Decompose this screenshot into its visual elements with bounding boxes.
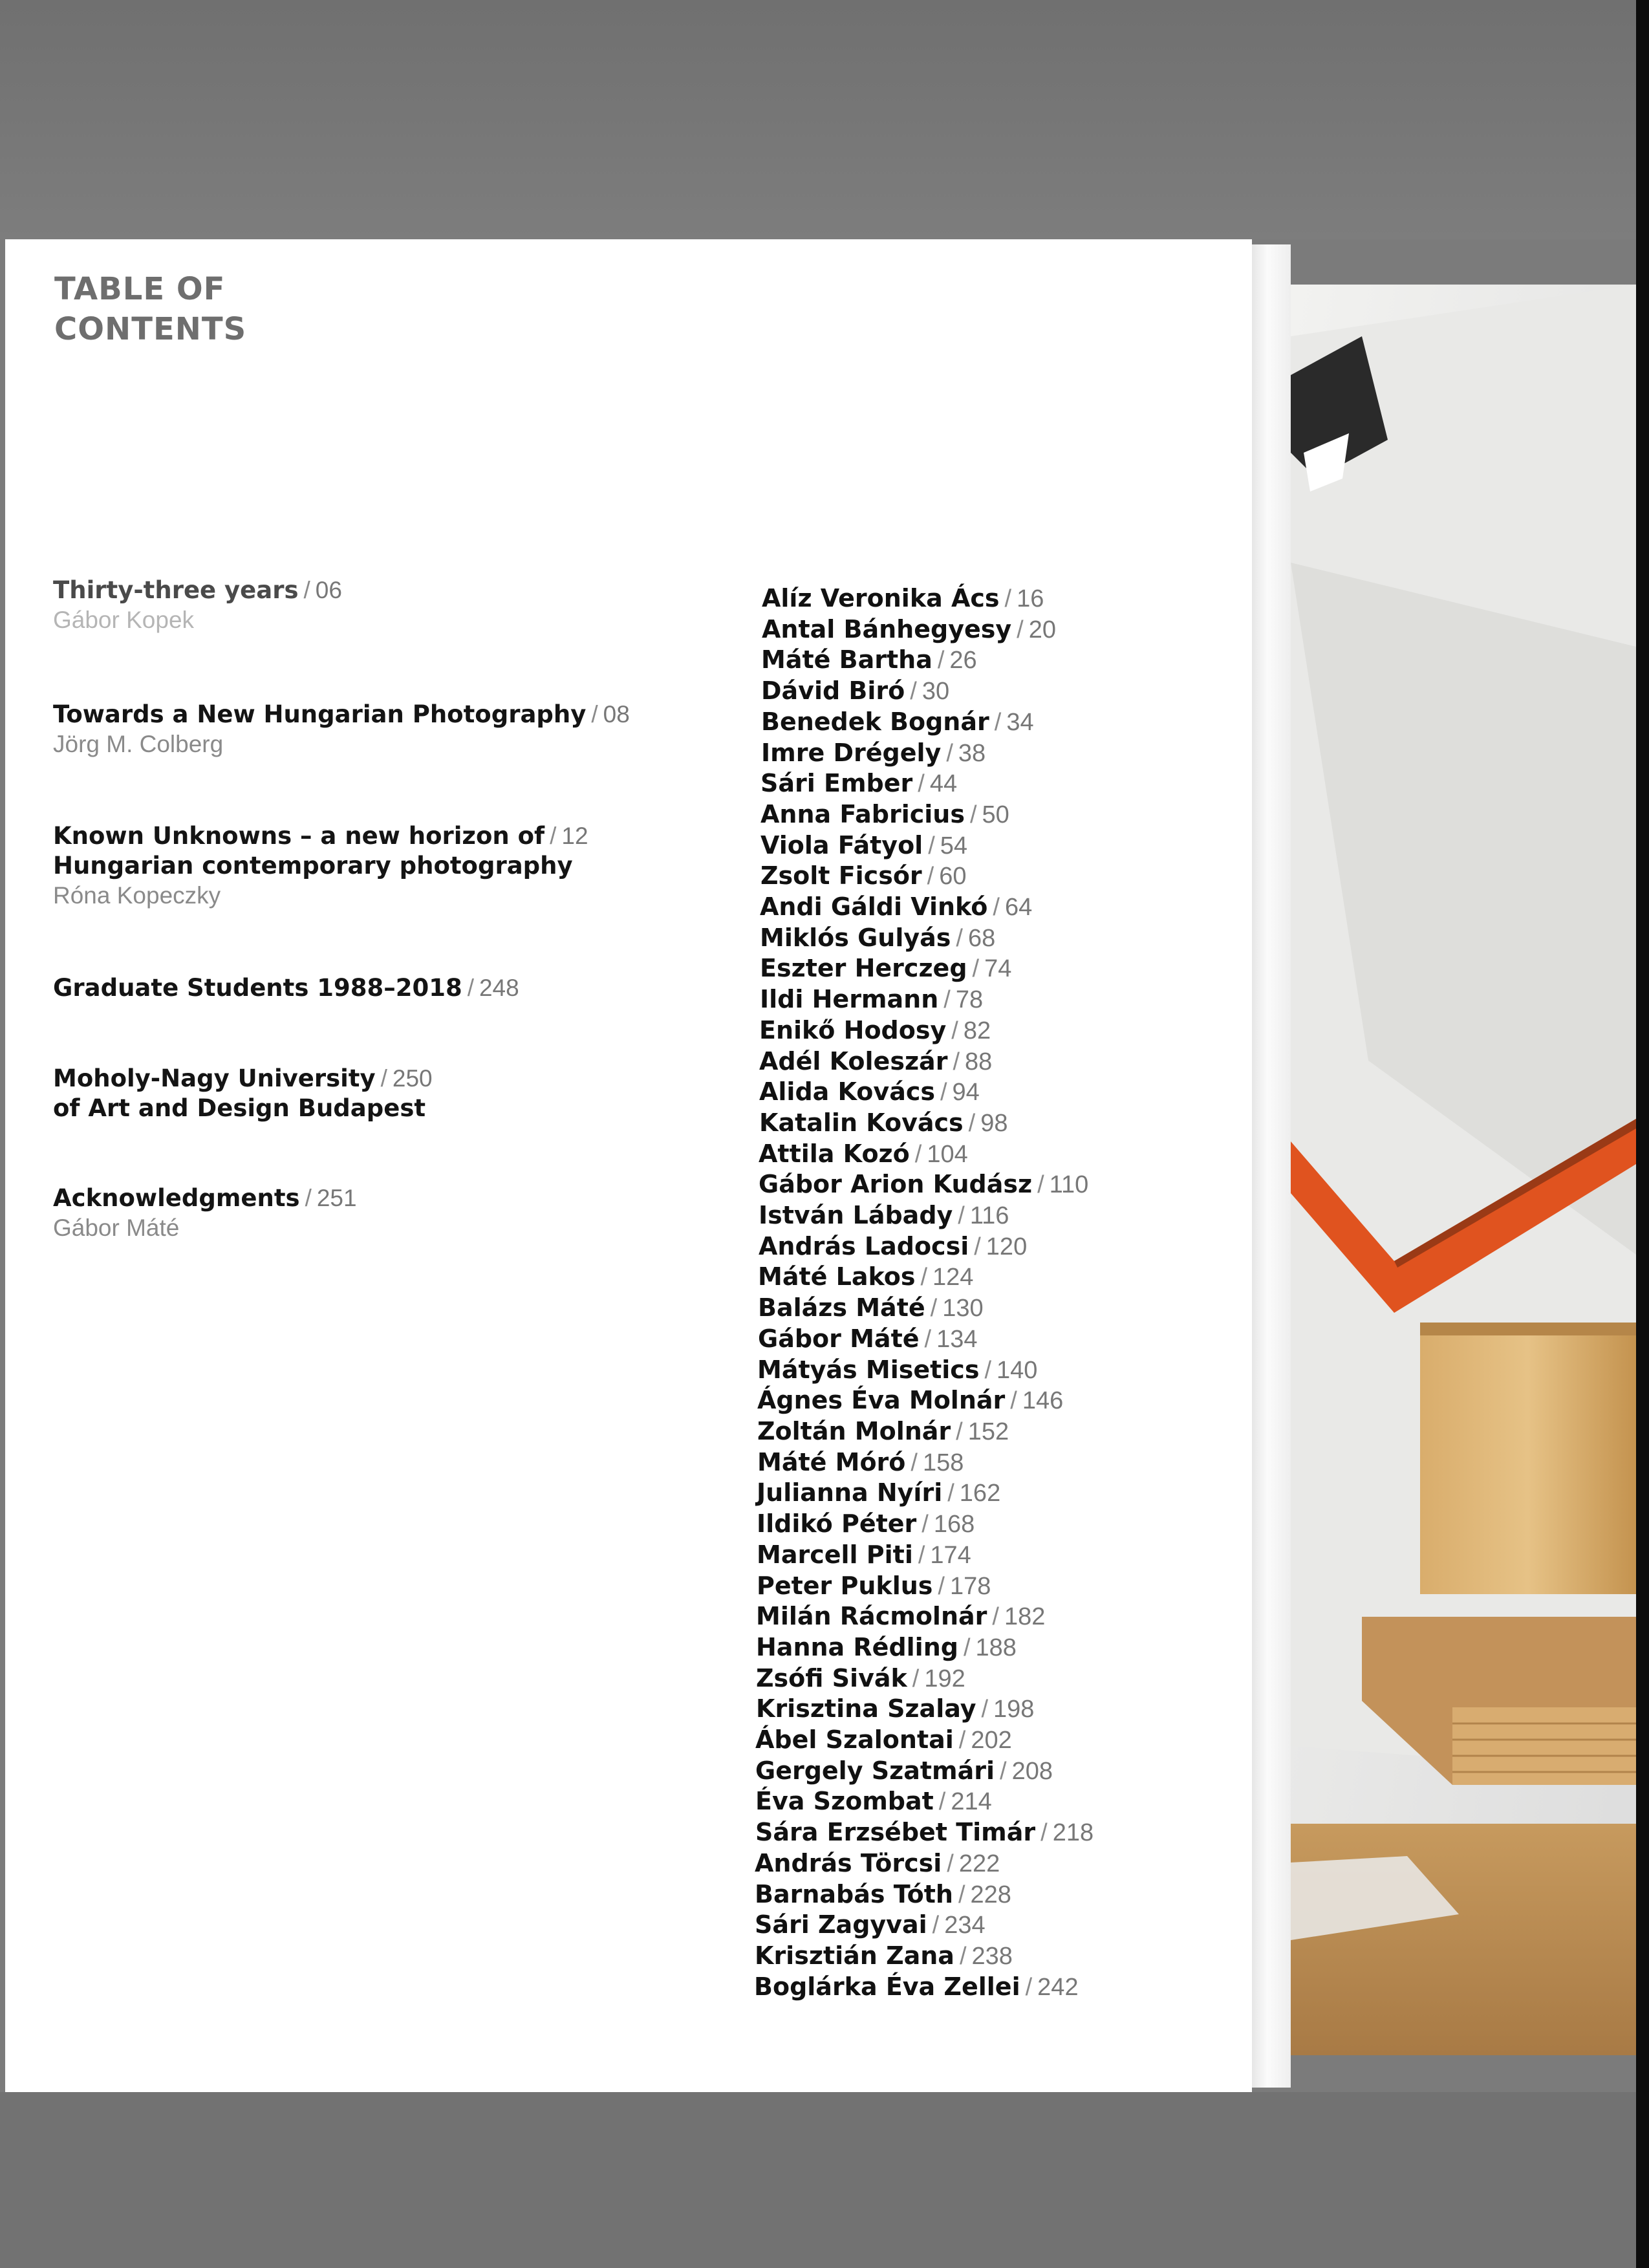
artist-entry (759, 1231, 1094, 1262)
artist-entry (762, 583, 1094, 614)
separator: / (953, 1048, 960, 1075)
artist-name: Peter Puklus (757, 1571, 933, 1600)
separator: / (928, 832, 935, 859)
scanner-background-bottom (0, 2092, 1649, 2268)
page-number: 202 (971, 1727, 1012, 1755)
artist-name: Alida Kovács (759, 1077, 935, 1107)
artist-name: Zoltán Molnár (757, 1416, 951, 1445)
essay-author: Róna Kopeczky (53, 882, 221, 909)
artist-entry (757, 1416, 1094, 1447)
separator: / (550, 823, 557, 849)
separator: / (951, 1017, 958, 1044)
artist-entry (755, 1848, 1094, 1879)
page-number: 12 (561, 823, 588, 849)
page-number: 168 (933, 1511, 975, 1539)
page-number: 54 (940, 832, 968, 859)
artist-entry (757, 1478, 1094, 1509)
separator: / (927, 863, 934, 891)
separator: / (380, 1065, 387, 1092)
essay-title-text: Acknowledgments (53, 1184, 300, 1212)
page-number: 08 (603, 701, 630, 728)
page-number: 174 (930, 1541, 971, 1569)
page-number: 228 (970, 1881, 1011, 1908)
page-number: 242 (1037, 1973, 1079, 2001)
separator: / (959, 1942, 967, 1970)
artist-name: Sára Erzsébet Timár (755, 1818, 1036, 1847)
artist-name: Máté Móró (757, 1447, 906, 1476)
artist-entry (758, 1293, 1094, 1324)
artist-entry (755, 1786, 1094, 1817)
separator: / (1025, 1973, 1033, 2001)
separator: / (969, 801, 977, 828)
separator: / (938, 1788, 946, 1816)
separator: / (918, 770, 925, 798)
separator: / (937, 647, 945, 675)
artist-entry (757, 1509, 1094, 1540)
artist-entry (758, 1262, 1094, 1293)
essay-title-text: Thirty-three years (53, 576, 299, 604)
artist-entry (759, 1108, 1094, 1139)
artist-name: Viola Fátyol (760, 830, 923, 859)
artist-entry (761, 738, 1094, 769)
artist-name: Antal Bánhegyesy (762, 614, 1012, 643)
page-number: 38 (958, 739, 986, 767)
page-number: 214 (951, 1788, 992, 1816)
essay-title (53, 700, 700, 729)
artist-name: Máté Bartha (761, 645, 932, 675)
artist-entry (755, 1756, 1094, 1787)
artist-name: Katalin Kovács (759, 1108, 964, 1137)
artist-name: Krisztián Zana (755, 1941, 954, 1970)
artist-entry (761, 707, 1094, 738)
separator: / (947, 1850, 954, 1877)
separator: / (956, 1418, 963, 1445)
page-number: 234 (944, 1912, 986, 1939)
separator: / (924, 1325, 932, 1353)
essay-entry (53, 1183, 700, 1243)
essay-entry (53, 576, 700, 635)
essay-title-text: Known Unknowns – a new horizon of (53, 822, 545, 850)
separator: / (943, 986, 951, 1014)
separator: / (920, 1264, 928, 1291)
artist-name: Ildi Hermann (760, 985, 939, 1014)
separator: / (1004, 585, 1012, 612)
separator: / (911, 1449, 918, 1476)
page-number: 218 (1052, 1819, 1094, 1847)
artist-name: Boglárka Éva Zellei (754, 1972, 1020, 2001)
page-number: 30 (921, 678, 950, 706)
artist-entry (759, 1015, 1094, 1046)
artist-name: Gábor Arion Kudász (759, 1170, 1033, 1199)
artist-entry (761, 645, 1094, 676)
artist-entry (760, 861, 1094, 892)
scanner-background-top (0, 0, 1649, 239)
artist-name: István Lábady (759, 1201, 953, 1230)
page-number: 60 (939, 863, 967, 891)
page-number: 16 (1017, 585, 1044, 612)
separator: / (467, 975, 474, 1001)
artist-entry (756, 1632, 1094, 1663)
page-number: 158 (922, 1449, 964, 1476)
artist-name: Sári Zagyvai (755, 1910, 927, 1939)
artist-entry (756, 1694, 1094, 1725)
page-number: 178 (949, 1572, 991, 1600)
artist-entry (757, 1571, 1094, 1602)
artist-entry (757, 1385, 1094, 1416)
artist-entry (754, 1972, 1094, 2003)
page-number: 64 (1004, 894, 1033, 922)
page-number: 146 (1022, 1387, 1064, 1415)
essay-title (53, 821, 700, 851)
artist-name: Gábor Máté (758, 1324, 920, 1353)
artist-name: Barnabás Tóth (755, 1879, 953, 1908)
artist-name: Benedek Bognár (761, 707, 989, 736)
page-number: 68 (967, 924, 996, 952)
facing-page-photograph (1291, 285, 1636, 2055)
essay-entry (53, 821, 700, 911)
artist-name: Adél Koleszár (759, 1046, 948, 1075)
separator: / (921, 1511, 929, 1539)
essay-title (53, 973, 700, 1003)
essay-title-text: Towards a New Hungarian Photography (53, 700, 587, 728)
artist-entry (760, 923, 1094, 954)
essay-author: Gábor Kopek (53, 607, 195, 633)
page-number: 222 (958, 1850, 1000, 1877)
separator: / (1040, 1819, 1048, 1847)
separator: / (994, 708, 1002, 736)
artist-name: Ágnes Éva Molnár (757, 1386, 1006, 1415)
page-number: 140 (997, 1356, 1038, 1384)
page-number: 94 (952, 1079, 980, 1107)
separator: / (1000, 1757, 1007, 1785)
page-number: 104 (927, 1140, 968, 1168)
essay-title-text: Graduate Students 1988–2018 (53, 974, 462, 1002)
page-number: 110 (1049, 1171, 1089, 1199)
essay-title-text: Moholy-Nagy University (53, 1064, 376, 1092)
page-number: 198 (993, 1696, 1035, 1723)
separator: / (958, 1881, 965, 1908)
artist-entry (755, 1941, 1094, 1972)
toc-heading-line-2: CONTENTS (54, 311, 247, 347)
photo-still-life (1291, 285, 1636, 2055)
artist-name: Ábel Szalontai (755, 1725, 954, 1755)
artist-entry (762, 614, 1094, 645)
page-number: 20 (1028, 616, 1056, 643)
separator: / (968, 1109, 976, 1137)
artist-name: Alíz Veronika Ács (762, 584, 1000, 612)
page-number: 44 (929, 770, 958, 798)
page-number: 250 (392, 1065, 433, 1092)
separator: / (993, 894, 1000, 922)
separator: / (914, 1140, 922, 1168)
artist-entry (757, 1447, 1094, 1478)
essay-author: Jörg M. Colberg (53, 731, 224, 757)
page-number: 34 (1006, 708, 1034, 736)
page-number: 238 (971, 1942, 1013, 1970)
essay-title (53, 1183, 700, 1213)
artist-entry (755, 1817, 1094, 1848)
separator: / (305, 1185, 312, 1211)
page-number: 26 (949, 647, 977, 675)
artist-entry (761, 676, 1094, 707)
artist-name: Hanna Rédling (756, 1632, 958, 1661)
separator: / (958, 1202, 965, 1230)
artist-entry (759, 1200, 1094, 1231)
artist-entry (760, 953, 1094, 984)
artist-name: András Ladocsi (759, 1231, 969, 1260)
artist-entry (755, 1879, 1094, 1910)
artist-name: Ildikó Péter (757, 1509, 917, 1539)
artist-name: Mátyás Misetics (757, 1355, 980, 1384)
scanner-edge (1636, 0, 1649, 2268)
artist-name: Marcell Piti (757, 1540, 913, 1569)
artist-entry (760, 768, 1094, 799)
separator: / (958, 1727, 966, 1755)
artist-entry (759, 1046, 1094, 1077)
artist-name: Dávid Biró (761, 676, 905, 706)
artist-entry (760, 892, 1094, 923)
essay-title (53, 1064, 700, 1094)
separator: / (1037, 1171, 1044, 1199)
page-number: 192 (924, 1665, 965, 1692)
artist-entry (755, 1725, 1094, 1756)
page-number: 06 (315, 577, 342, 603)
artist-name: Balázs Máté (758, 1293, 925, 1323)
artist-name: Attila Kozó (759, 1139, 910, 1168)
artist-name: Éva Szombat (755, 1787, 934, 1816)
page-number: 124 (932, 1264, 974, 1291)
artist-name: Sári Ember (760, 769, 913, 798)
essay-entry (53, 1064, 700, 1123)
artist-entry (759, 1139, 1094, 1170)
separator: / (984, 1356, 992, 1384)
facing-page-edge (1252, 244, 1291, 2088)
essay-title-line-2: Hungarian contemporary photography (53, 852, 573, 880)
artist-name: Miklós Gulyás (760, 923, 951, 952)
separator: / (981, 1696, 989, 1723)
page-number: 116 (969, 1202, 1009, 1230)
separator: / (303, 577, 310, 603)
artist-name: Zsófi Sivák (756, 1663, 907, 1692)
artist-name: Julianna Nyíri (757, 1478, 943, 1507)
separator: / (912, 1665, 920, 1692)
separator: / (992, 1603, 999, 1631)
page-number: 182 (1004, 1603, 1046, 1631)
artist-entry (758, 1324, 1094, 1355)
page-number: 152 (967, 1418, 1009, 1445)
separator: / (1010, 1387, 1017, 1415)
toc-heading (54, 269, 246, 349)
essay-entry (53, 700, 700, 759)
artist-name: Enikő Hodosy (759, 1015, 947, 1044)
artist-entry (757, 1540, 1094, 1571)
separator: / (938, 1572, 945, 1600)
separator: / (947, 1480, 954, 1507)
separator: / (972, 955, 980, 983)
artist-name: Máté Lakos (758, 1262, 916, 1291)
artist-entry (760, 830, 1094, 861)
artist-entry (759, 1169, 1094, 1200)
artist-name: Anna Fabricius (760, 799, 965, 828)
essay-entry (53, 973, 700, 1003)
page-number: 50 (982, 801, 1009, 828)
page-number: 98 (980, 1109, 1008, 1137)
artist-entry (760, 984, 1094, 1015)
separator: / (930, 1295, 938, 1323)
artist-name: Milán Rácmolnár (756, 1602, 987, 1631)
page-number: 88 (965, 1048, 993, 1075)
separator: / (932, 1912, 940, 1939)
artist-name: Eszter Herczeg (760, 954, 967, 983)
separator: / (591, 701, 598, 728)
separator: / (940, 1079, 947, 1107)
separator: / (1017, 616, 1024, 643)
separator: / (956, 924, 963, 952)
page-number: 74 (984, 955, 1012, 983)
artist-name: Zsolt Ficsór (760, 861, 922, 891)
separator: / (963, 1634, 971, 1661)
page-number: 120 (986, 1233, 1028, 1260)
separator: / (918, 1541, 925, 1569)
page-number: 134 (936, 1325, 978, 1353)
page-number: 208 (1011, 1757, 1053, 1785)
page-number: 130 (942, 1295, 984, 1323)
page-number: 78 (955, 986, 984, 1014)
artist-entry (757, 1355, 1094, 1386)
artist-name: Andi Gáldi Vinkó (760, 892, 988, 922)
artist-name: Krisztina Szalay (756, 1694, 976, 1723)
page-number: 251 (316, 1185, 357, 1211)
artist-name: Imre Drégely (761, 738, 942, 767)
artist-name: András Törcsi (755, 1848, 942, 1877)
page-number: 248 (479, 975, 519, 1001)
separator: / (910, 678, 917, 706)
essay-author: Gábor Máté (53, 1215, 180, 1241)
separator: / (974, 1233, 981, 1260)
page-number: 188 (975, 1634, 1017, 1661)
artist-list (754, 583, 1094, 2002)
artist-entry (755, 1910, 1094, 1941)
essay-title (53, 576, 700, 605)
artist-entry (759, 1077, 1094, 1108)
separator: / (946, 739, 953, 767)
artist-entry (756, 1663, 1094, 1694)
essay-title-line-2: of Art and Design Budapest (53, 1094, 426, 1122)
artist-entry (756, 1601, 1094, 1632)
artist-name: Gergely Szatmári (755, 1756, 995, 1785)
artist-entry (760, 799, 1094, 830)
toc-heading-line-1: TABLE OF (54, 271, 226, 307)
page-number: 82 (963, 1017, 991, 1044)
page-number: 162 (959, 1480, 1001, 1507)
